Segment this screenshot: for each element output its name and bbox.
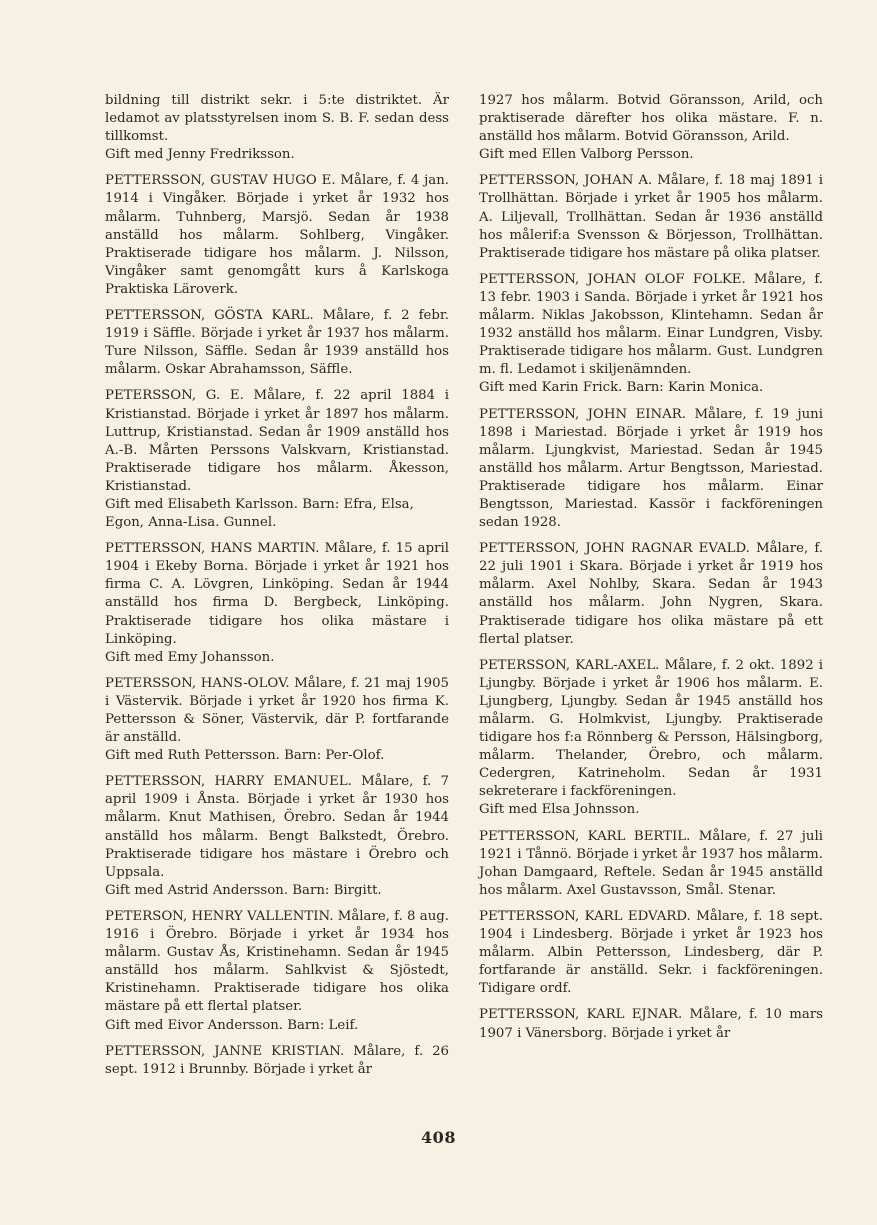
entry-family: Gift med Jenny Fredriksson. <box>105 147 295 163</box>
entry-text: PETTERSSON, KARL EDVARD. Målare, f. 18 sept. 1904 i Lindesberg. Började i yrket år 1923 hos målarm. Albin Pettersson, Lindesberg, där P. fortfarande är anställd. Sekr. i fackföreningen. Tidigare ordf. <box>479 908 823 997</box>
entry <box>105 773 449 900</box>
entry <box>479 92 823 164</box>
entry-text: PETTERSSON, JOHN EINAR. Målare, f. 19 juni 1898 i Mariestad. Började i yrket år 1919 hos målarm. Ljungkvist, Mariestad. Sedan år 1945 anställd hos målarm. Artur Bengtsson, Mariestad. Praktiserade tidigare hos målarm. Einar Bengtsson, Mariestad. Kassör i fackföreningen sedan 1928. <box>479 406 823 531</box>
entry-family: Gift med Ellen Valborg Persson. <box>479 147 694 163</box>
entry-text: bildning till distrikt sekr. i 5:te distriktet. Är ledamot av platsstyrelsen inom S. B. F. sedan dess tillkomst. <box>105 93 449 145</box>
entry-text: PETTERSSON, JANNE KRISTIAN. Målare, f. 26 sept. 1912 i Brunnby. Började i yrket år <box>105 1043 449 1077</box>
entry <box>105 92 449 164</box>
page-number: 408 <box>421 1128 456 1147</box>
entry <box>479 172 823 262</box>
right-column <box>479 92 823 1051</box>
entry-text: PETERSSON, KARL-AXEL. Målare, f. 2 okt. 1892 i Ljungby. Började i yrket år 1906 hos målarm. E. Ljungberg, Ljungby. Sedan år 1945 anställd hos målarm. G. Holmkvist, Ljungby. Praktiserade tidigare hos f:a Rönnberg & Persson, Hälsingborg, målarm. Thelander, Örebro, och målarm. Cedergren, Katrineholm. Sedan år 1931 sekreterare i fackföreningen. <box>479 657 823 800</box>
entry <box>479 908 823 998</box>
entry <box>479 1006 823 1042</box>
entry <box>479 406 823 533</box>
entry <box>479 271 823 398</box>
entry <box>105 307 449 379</box>
entry-text: PETTERSSON, JOHN RAGNAR EVALD. Målare, f. 22 juli 1901 i Skara. Började i yrket år 1919 hos målarm. Axel Nohlby, Skara. Sedan år 1943 anställd hos målarm. John Nygren, Skara. Praktiserade tidigare hos olika mästare på ett flertal platser. <box>479 541 823 647</box>
entry <box>105 675 449 765</box>
entry-family: Gift med Eivor Andersson. Barn: Leif. <box>105 1017 359 1033</box>
entry-family: Gift med Ruth Pettersson. Barn: Per-Olof. <box>105 748 385 764</box>
entry-text: PETTERSSON, KARL EJNAR. Målare, f. 10 mars 1907 i Vänersborg. Började i yrket år <box>479 1007 823 1041</box>
entry-text: PETTERSSON, GÖSTA KARL. Målare, f. 2 febr. 1919 i Säffle. Började i yrket år 1937 hos målarm. Ture Nilsson, Säffle. Sedan år 1939 anställd hos målarm. Oskar Abrahamsson, Säffle. <box>105 308 449 378</box>
entry-text: PETERSSON, G. E. Målare, f. 22 april 1884 i Kristianstad. Började i yrket år 1897 hos målarm. Luttrup, Kristianstad. Sedan år 1909 anställd hos A.-B. Mårten Perssons Valskvarn, Kristianstad. Praktiserade tidigare hos målarm. Åkesson, Kristianstad. <box>105 388 449 494</box>
entry <box>479 828 823 900</box>
entry-family: Gift med Elisabeth Karlsson. Barn: Efra, Elsa, Egon, Anna-Lisa. Gunnel. <box>105 496 414 531</box>
entry <box>105 908 449 1035</box>
entry-family: Gift med Karin Frick. Barn: Karin Monica. <box>479 380 764 396</box>
entry-text: PETTERSSON, GUSTAV HUGO E. Målare, f. 4 jan. 1914 i Vingåker. Började i yrket år 1932 hos målarm. Tuhnberg, Marsjö. Sedan år 1938 anställd hos målarm. Sohlberg, Vingåker. Praktiserade tidigare hos målarm. J. Nilsson, Vingåker samt genomgått kurs å Karlskoga Praktiska Läroverk. <box>105 173 449 297</box>
entry <box>105 387 449 532</box>
entry-text: PETERSON, HENRY VALLENTIN. Målare, f. 8 aug. 1916 i Örebro. Började i yrket år 1934 hos målarm. Gustav Ås, Kristinehamn. Sedan år 1945 anställd hos målarm. Sahlkvist & Sjöstedt, Kristinehamn. Praktiserade tidigare hos olika mästare på ett flertal platser. <box>105 908 449 1015</box>
entry-text: PETTERSSON, HANS MARTIN. Målare, f. 15 april 1904 i Ekeby Borna. Började i yrket år 1921 hos firma C. A. Lövgren, Linköping. Sedan år 1944 anställd hos firma D. Bergbeck, Linköping. Praktiserade tidigare hos olika mästare i Linköping. <box>105 541 449 647</box>
entry-text: PETTERSSON, JOHAN A. Målare, f. 18 maj 1891 i Trollhättan. Började i yrket år 1905 hos målarm. A. Liljevall, Trollhättan. Sedan år 1936 anställd hos målerif:a Svensson & Börjesson, Trollhättan. Praktiserade tidigare hos mästare på olika platser. <box>479 173 823 261</box>
entry-family: Gift med Elsa Johnsson. <box>479 802 640 818</box>
entry-text: PETTERSSON, KARL BERTIL. Målare, f. 27 juli 1921 i Tånnö. Började i yrket år 1937 hos målarm. Johan Damgaard, Reftele. Sedan år 1945 anställd hos målarm. Axel Gustavsson, Smål. Stenar. <box>479 828 823 898</box>
entry <box>105 540 449 667</box>
entry <box>105 172 449 299</box>
entry-text: 1927 hos målarm. Botvid Göransson, Arild, och praktiserade därefter hos olika mästare. F. n. anställd hos målarm. Botvid Göransson, Arild. <box>479 93 823 145</box>
entry <box>105 1043 449 1079</box>
entry-family: Gift med Astrid Andersson. Barn: Birgitt. <box>105 882 382 898</box>
entry-text: PETTERSSON, HARRY EMANUEL. Målare, f. 7 april 1909 i Ånsta. Började i yrket år 1930 hos målarm. Knut Mathisen, Örebro. Sedan år 1944 anställd hos målarm. Bengt Balkstedt, Örebro. Praktiserade tidigare hos mästare i Örebro och Uppsala. <box>105 774 449 880</box>
entry-text: PETERSSON, HANS-OLOV. Målare, f. 21 maj 1905 i Västervik. Började i yrket år 1920 hos firma K. Pettersson & Söner, Västervik, där P. fortfarande är anställd. <box>105 675 449 746</box>
entry-text: PETTERSSON, JOHAN OLOF FOLKE. Målare, f. 13 febr. 1903 i Sanda. Började i yrket år 1921 hos målarm. Niklas Jakobsson, Klintehamn. Sedan år 1932 anställd hos målarm. Einar Lundgren, Visby. Praktiserade tidigare hos målarm. Gust. Lundgren m. fl. Ledamot i skiljenämnden. <box>479 271 823 378</box>
left-column <box>105 92 449 1087</box>
entry-family: Gift med Emy Johansson. <box>105 649 275 665</box>
entry <box>479 540 823 649</box>
entry <box>479 657 823 820</box>
